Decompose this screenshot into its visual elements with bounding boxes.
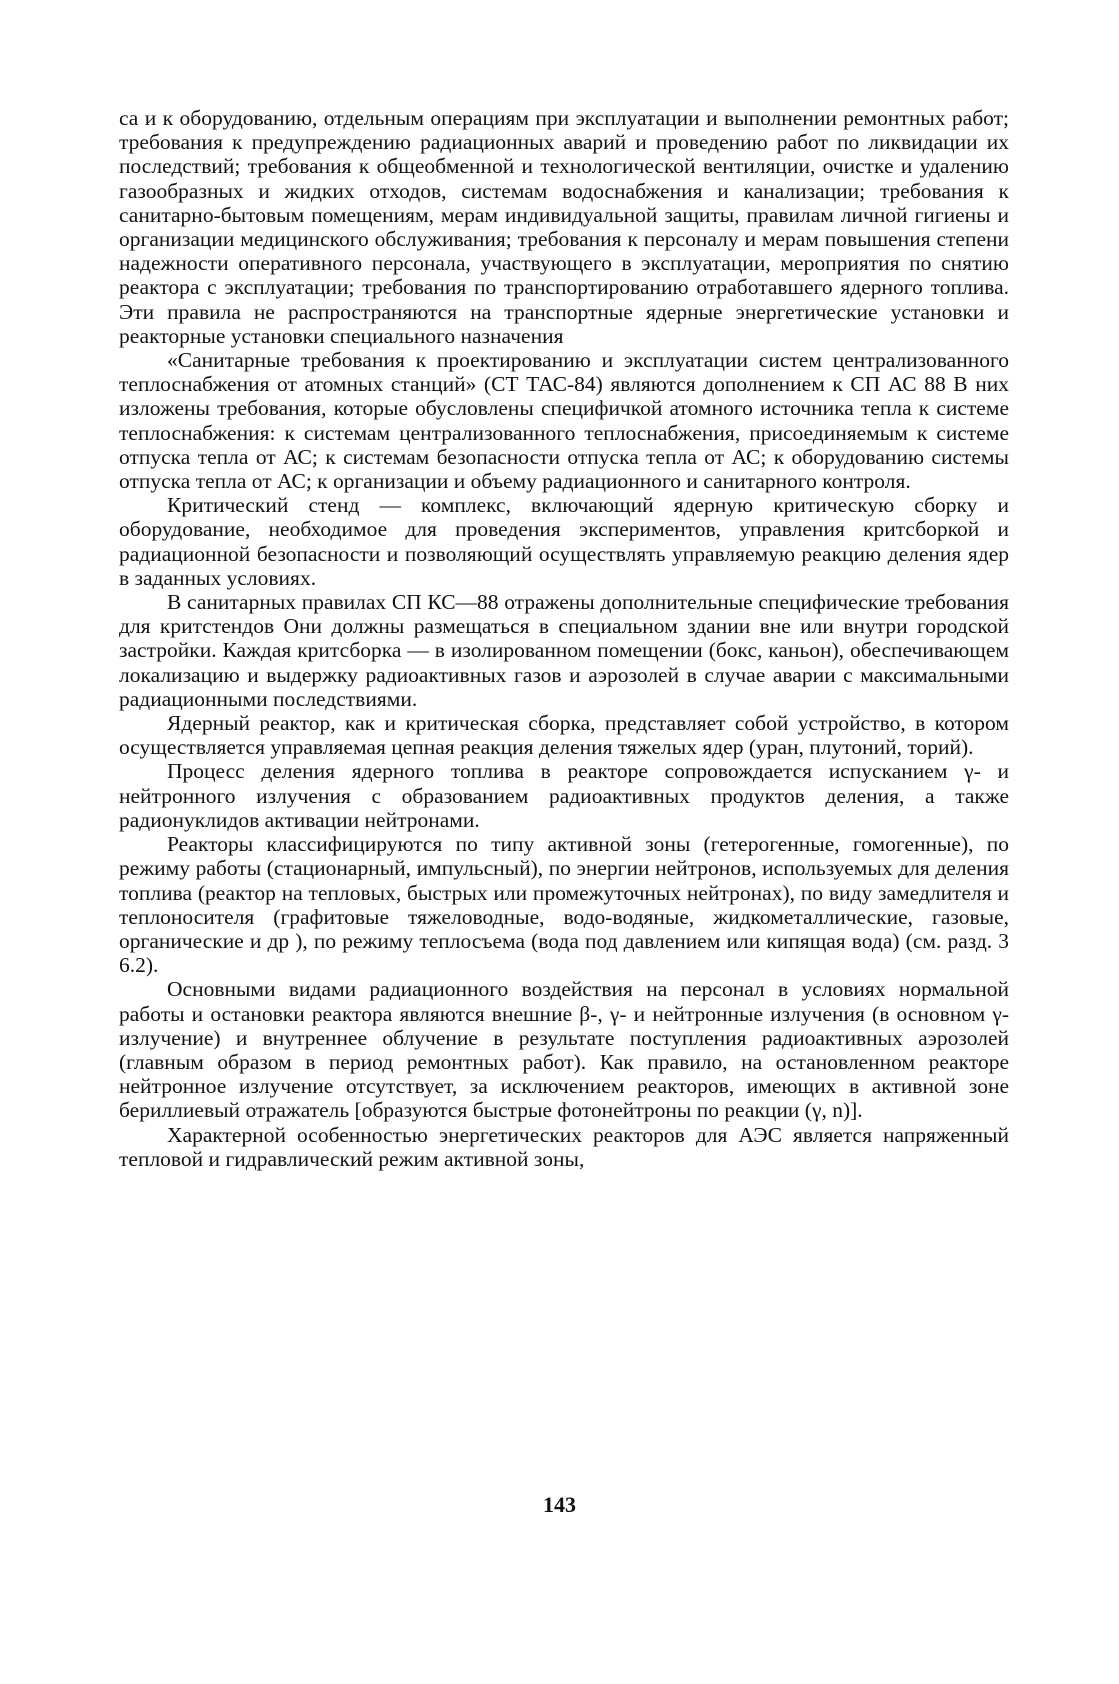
paragraph-2: «Санитарные требования к проектированию и эксплуатации систем централизованного теплоснабжения от атомных станций» (СТ ТАС-84) являются дополнением к СП АС 88 В них изложены требования, которые обусловлены специфичкой атомного источника тепла к системе теплоснабжения: к системам централизованного теплоснабжения, присоединяемым к системе отпуска тепла от АС; к системам безопасности отпуска тепла от АС; к оборудованию системы отпуска тепла от АС; к организации и объему радиационного и санитарного контроля. — [119, 348, 1009, 494]
paragraph-5: Ядерный реактор, как и критическая сборка, представляет собой устройство, в котором осуществляется управляемая цепная реакция деления тяжелых ядер (уран, плутоний, торий). — [119, 711, 1009, 760]
paragraph-4: В санитарных правилах СП КС—88 отражены дополнительные специфические требования для критстендов Они должны размещаться в специальном здании вне или внутри городской застройки. Каждая критсборка — в изолированном помещении (бокс, каньон), обеспечивающем локализацию и выдержку радиоактивных газов и аэрозолей в случае аварии с максимальными радиационными последствиями. — [119, 590, 1009, 711]
paragraph-3: Критический стенд — комплекс, включающий ядерную критическую сборку и оборудование, необходимое для проведения экспериментов, управления критсборкой и радиационной безопасности и позволяющий осуществлять управляемую реакцию деления ядер в заданных условиях. — [119, 493, 1009, 590]
paragraph-1: са и к оборудованию, отдельным операциям при эксплуатации и выполнении ремонтных работ; требования к предупреждению радиационных аварий и проведению работ по ликвидации их последствий; требования к общеобменной и технологической вентиляции, очистке и удалению газообразных и жидких отходов, системам водоснабжения и канализации; требования к санитарно-бытовым помещениям, мерам индивидуальной защиты, правилам личной гигиены и организации медицинского обслуживания; требования к персоналу и мерам повышения степени надежности оперативного персонала, участвующего в эксплуатации, мероприятия по снятию реактора с эксплуатации; требования по транспортированию отработавшего ядерного топлива. Эти правила не распространяются на транспортные ядерные энергетические установки и реакторные установки специального назначения — [119, 106, 1009, 348]
paragraph-6: Процесс деления ядерного топлива в реакторе сопровождается испусканием γ- и нейтронного излучения с образованием радиоактивных продуктов деления, а также радионуклидов активации нейтронами. — [119, 759, 1009, 832]
paragraph-8: Основными видами радиационного воздействия на персонал в условиях нормальной работы и остановки реактора являются внешние β-, γ- и нейтронные излучения (в основном γ-излучение) и внутреннее облучение в результате поступления радиоактивных аэрозолей (главным образом в период ремонтных работ). Как правило, на остановленном реакторе нейтронное излучение отсутствует, за исключением реакторов, имеющих в активной зоне бериллиевый отражатель [образуются быстрые фотонейтроны по реакции (γ, n)]. — [119, 977, 1009, 1123]
page-number: 143 — [543, 1492, 576, 1517]
paragraph-9: Характерной особенностью энергетических реакторов для АЭС является напряженный тепловой и гидравлический режим активной зоны, — [119, 1122, 1009, 1171]
page-body-text — [119, 106, 1009, 1171]
paragraph-7: Реакторы классифицируются по типу активной зоны (гетерогенные, гомогенные), по режиму работы (стационарный, импульсный), по энергии нейтронов, используемых для деления топлива (реактор на тепловых, быстрых или промежуточных нейтронах), по виду замедлителя и теплоносителя (графитовые тяжеловодные, водо-водяные, жидкометаллические, газовые, органические и др ), по режиму теплосъема (вода под давлением или кипящая вода) (см. разд. 3 6.2). — [119, 832, 1009, 978]
